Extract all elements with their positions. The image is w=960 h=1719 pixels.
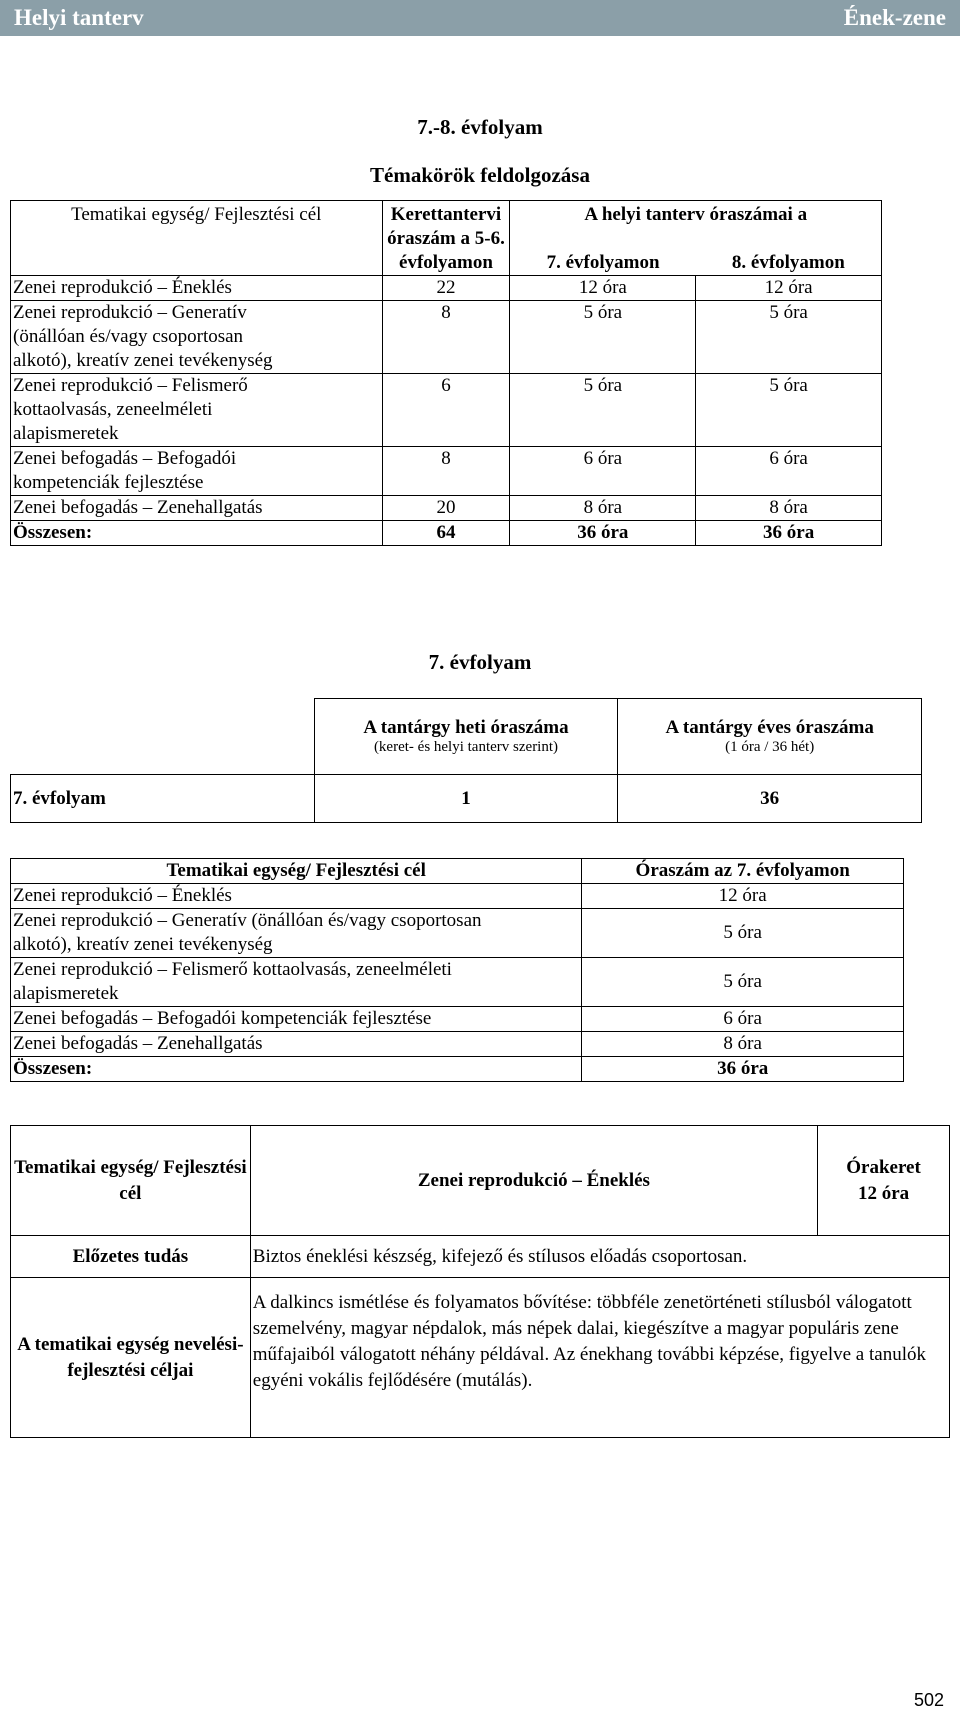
- table-row: [11, 374, 882, 447]
- weekly-hours-table: [10, 698, 922, 823]
- table-row: [11, 884, 904, 909]
- row-topic: Zenei reprodukció – Éneklés: [11, 276, 383, 301]
- row-hours: 5 óra: [582, 909, 904, 958]
- table-row: [11, 276, 882, 301]
- row-topic: Zenei reprodukció – Felismerő kottaolvasás, zeneelméleti alapismeretek: [11, 374, 383, 447]
- topics-table-header: [11, 201, 882, 228]
- row-hours: 8 óra: [582, 1032, 904, 1057]
- col-g8-header: 8. évfolyamon: [696, 227, 882, 276]
- row-topic: Zenei befogadás – Befogadói kompetenciák fejlesztése: [11, 1007, 582, 1032]
- row-frame: 8: [382, 301, 510, 374]
- hours-frame-label: Órakeret: [846, 1156, 921, 1178]
- row-g8: 5 óra: [696, 301, 882, 374]
- page-number: 502: [913, 1690, 944, 1710]
- prior-knowledge-label: Előzetes tudás: [11, 1236, 251, 1278]
- unit-label: Tematikai egység/ Fejlesztési cél: [11, 1126, 251, 1236]
- row-topic: Zenei befogadás – Zenehallgatás: [11, 496, 383, 521]
- table-row: [11, 301, 882, 374]
- total-label: Összesen:: [11, 521, 383, 546]
- row-g8: 8 óra: [696, 496, 882, 521]
- row-frame: 22: [382, 276, 510, 301]
- yearly-value: 36: [618, 775, 922, 823]
- row-g7: 5 óra: [510, 301, 696, 374]
- grade-row-label: 7. évfolyam: [11, 775, 315, 823]
- header-left: Helyi tanterv: [14, 5, 144, 30]
- row-g7: 6 óra: [510, 447, 696, 496]
- unit-details-table: [10, 1125, 950, 1438]
- prior-knowledge-text: Biztos éneklési készség, kifejező és stílusos előadás csoportosan.: [250, 1236, 949, 1278]
- topics-table: [10, 200, 882, 546]
- row-frame: 6: [382, 374, 510, 447]
- row-g8: 5 óra: [696, 374, 882, 447]
- table-row: [11, 909, 904, 958]
- weekly-header: [314, 699, 618, 775]
- yearly-header-title: A tantárgy éves óraszáma: [665, 717, 874, 738]
- total-g7: 36 óra: [510, 521, 696, 546]
- grade7-title: 7. évfolyam: [428, 650, 532, 674]
- row-g8: 6 óra: [696, 447, 882, 496]
- weekly-value: 1: [314, 775, 618, 823]
- row-g7: 12 óra: [510, 276, 696, 301]
- table-row: [11, 496, 882, 521]
- total-hours: 36 óra: [582, 1057, 904, 1082]
- row-frame: 20: [382, 496, 510, 521]
- row-g8: 12 óra: [696, 276, 882, 301]
- weekly-header-title: A tantárgy heti óraszáma: [363, 717, 569, 738]
- grade7-topics-table: [10, 858, 904, 1082]
- total-frame: 64: [382, 521, 510, 546]
- hours-frame: [818, 1126, 950, 1236]
- total-g8: 36 óra: [696, 521, 882, 546]
- table-row: [11, 1007, 904, 1032]
- header-right: Ének-zene: [843, 5, 946, 30]
- section-title: 7.-8. évfolyam: [417, 115, 543, 139]
- table-row: [11, 1032, 904, 1057]
- row-hours: 12 óra: [582, 884, 904, 909]
- row-topic: Zenei reprodukció – Éneklés: [11, 884, 582, 909]
- weekly-header-sub: (keret- és helyi tanterv szerint): [373, 739, 559, 755]
- row-topic: Zenei reprodukció – Generatív (önállóan és/vagy csoportosan alkotó), kreatív zenei tevékenység: [11, 301, 383, 374]
- col-g7-header: 7. évfolyamon: [510, 227, 696, 276]
- row-topic: Zenei reprodukció – Felismerő kottaolvasás, zeneelméleti alapismeretek: [11, 958, 582, 1007]
- total-row: [11, 1057, 904, 1082]
- page-header: [0, 0, 960, 36]
- row-topic: Zenei befogadás – Befogadói kompetenciák fejlesztése: [11, 447, 383, 496]
- table-row: [11, 958, 904, 1007]
- col-topic-header: Tematikai egység/ Fejlesztési cél: [11, 859, 582, 884]
- row-g7: 5 óra: [510, 374, 696, 447]
- hours-frame-value: 12 óra: [857, 1182, 910, 1204]
- total-label: Összesen:: [11, 1057, 582, 1082]
- col-topic-header: Tematikai egység/ Fejlesztési cél: [11, 201, 383, 276]
- col-hours-header: Óraszám az 7. évfolyamon: [582, 859, 904, 884]
- section-subtitle: Témakörök feldolgozása: [370, 163, 590, 187]
- row-g7: 8 óra: [510, 496, 696, 521]
- goals-text: A dalkincs ismétlése és folyamatos bővítése: többféle zenetörténeti stílusból válogatott szemelvény, magyar népdalok, más népek dalai, kiegészítve a magyar populáris zene műfajaiból válogatott néhány példával. Az énekhang további képzése, figyelve a tanulók egyéni vokális fejlődésére (mutálás).: [250, 1278, 949, 1438]
- row-frame: 8: [382, 447, 510, 496]
- row-hours: 5 óra: [582, 958, 904, 1007]
- row-topic: Zenei reprodukció – Generatív (önállóan és/vagy csoportosan alkotó), kreatív zenei tevékenység: [11, 909, 582, 958]
- goals-label: A tematikai egység nevelési-fejlesztési céljai: [11, 1278, 251, 1438]
- yearly-header: [618, 699, 922, 775]
- total-row: [11, 521, 882, 546]
- unit-title: Zenei reprodukció – Éneklés: [250, 1126, 817, 1236]
- row-hours: 6 óra: [582, 1007, 904, 1032]
- yearly-header-sub: (1 óra / 36 hét): [725, 739, 815, 755]
- row-topic: Zenei befogadás – Zenehallgatás: [11, 1032, 582, 1057]
- table-row: [11, 447, 882, 496]
- col-local-header: A helyi tanterv óraszámai a: [510, 201, 882, 228]
- col-frame-header: Kerettantervi óraszám a 5-6. évfolyamon: [382, 201, 510, 276]
